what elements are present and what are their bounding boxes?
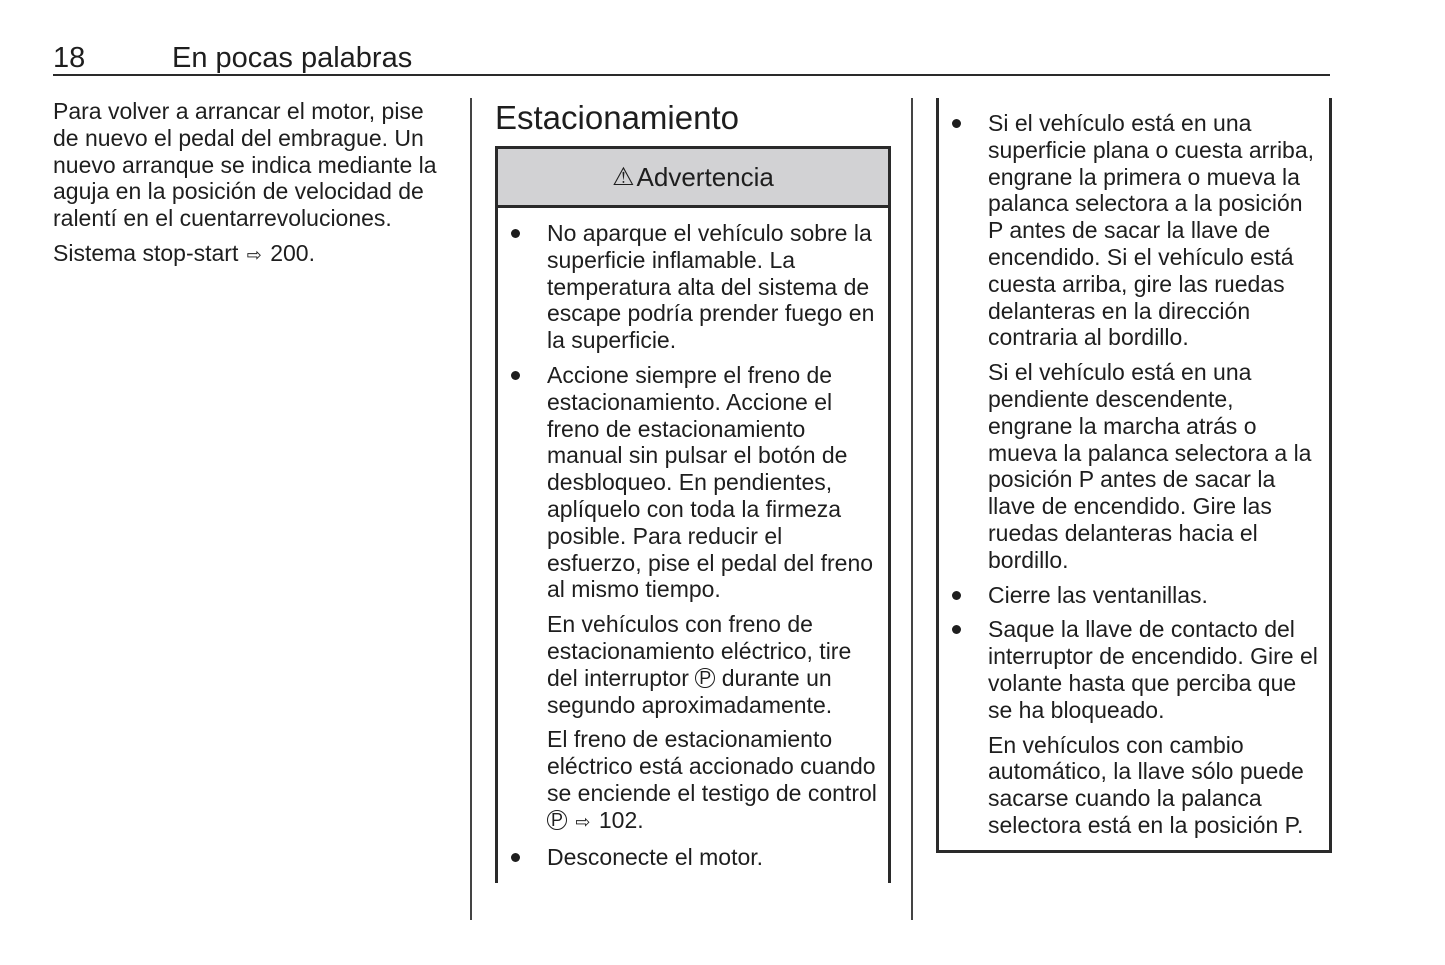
warning-box-continuation [936,98,1332,853]
xref-page: 200. [270,239,315,266]
column-divider [470,98,472,920]
bullet-icon [952,591,961,600]
paragraph: Si el vehículo está en una superficie plana o cuesta arriba, engrane la primera o mueva la palanca selectora a la posición P antes de sacar la llave de encendido. Si el vehículo está cuesta arriba, gire las ruedas delanteras en la dirección contraria al bordillo. [988,110,1315,351]
column-1 [53,98,453,277]
bullet-icon [952,625,961,634]
list-item [505,844,878,871]
cross-reference[interactable] [573,807,643,833]
bullet-icon [511,853,520,862]
list-item [946,582,1319,609]
cross-reference[interactable] [53,240,453,269]
paragraph [547,726,878,835]
bullet-icon [952,119,961,128]
paragraph: Saque la llave de contacto del interruptor de encendido. Gire el volante hasta que perciba que se ha bloqueado. [988,616,1318,723]
arrow-right-icon: ⇨ [575,811,591,832]
paragraph: Para volver a arrancar el motor, pise de nuevo el pedal del embrague. Un nuevo arranque se indica mediante la aguja en la posición de velocidad de ralentí en el cuentarrevoluciones. [53,98,437,232]
bullet-icon [511,229,520,238]
section-heading: Estacionamiento [495,99,739,136]
paragraph: En vehículos con cambio automático, la llave sólo puede sacarse cuando la palanca selectora está en la posición P. [988,731,1304,838]
warning-list [505,220,878,870]
page-number: 18 [53,42,86,74]
paragraph [547,611,878,718]
parking-brake-lamp-icon: P [547,810,567,830]
paragraph: Desconecte el motor. [547,843,764,870]
bullet-icon [511,371,520,380]
parking-brake-icon: P [695,668,715,688]
warning-header [498,149,888,208]
paragraph: Accione siempre el freno de estacionamiento. Accione el freno de estacionamiento manual sin pulsar el botón de desbloqueo. En pendientes, aplíquelo con toda la firmeza posible. Para reducir el esfuerzo, pise el pedal del freno al mismo tiempo. [547,361,874,603]
warning-box [495,146,891,883]
column-divider [911,98,913,920]
running-title: En pocas palabras [172,42,413,74]
arrow-right-icon: ⇨ [246,244,262,265]
list-item [946,110,1319,574]
xref-page: 102. [598,806,644,833]
warning-title: Advertencia [636,161,774,192]
header-rule [53,74,1330,76]
paragraph: Si el vehículo está en una pendiente descendente, engrane la marcha atrás o mueva la palanca selectora a la posición P antes de sacar la llave de encendido. Gire las ruedas delanteras hacia el bordillo. [988,359,1312,573]
text: El freno de estacionamiento eléctrico está accionado cuando se enciende el testigo de control [547,726,877,806]
list-item [946,616,1319,838]
paragraph: No aparque el vehículo sobre la superficie inflamable. La temperatura alta del sistema de escape podría prender fuego en la superficie. [547,220,875,354]
warning-triangle-icon: ⚠ [612,163,635,191]
text: En vehículos con freno de estacionamiento eléctrico, tire del interruptor [547,611,852,691]
text: durante un segundo aproximadamente. [547,664,833,718]
xref-text: Sistema stop-start [53,239,239,266]
paragraph: Cierre las ventanillas. [988,581,1208,608]
list-item [505,220,878,354]
warning-list-continued [946,110,1319,839]
list-item [505,362,878,836]
